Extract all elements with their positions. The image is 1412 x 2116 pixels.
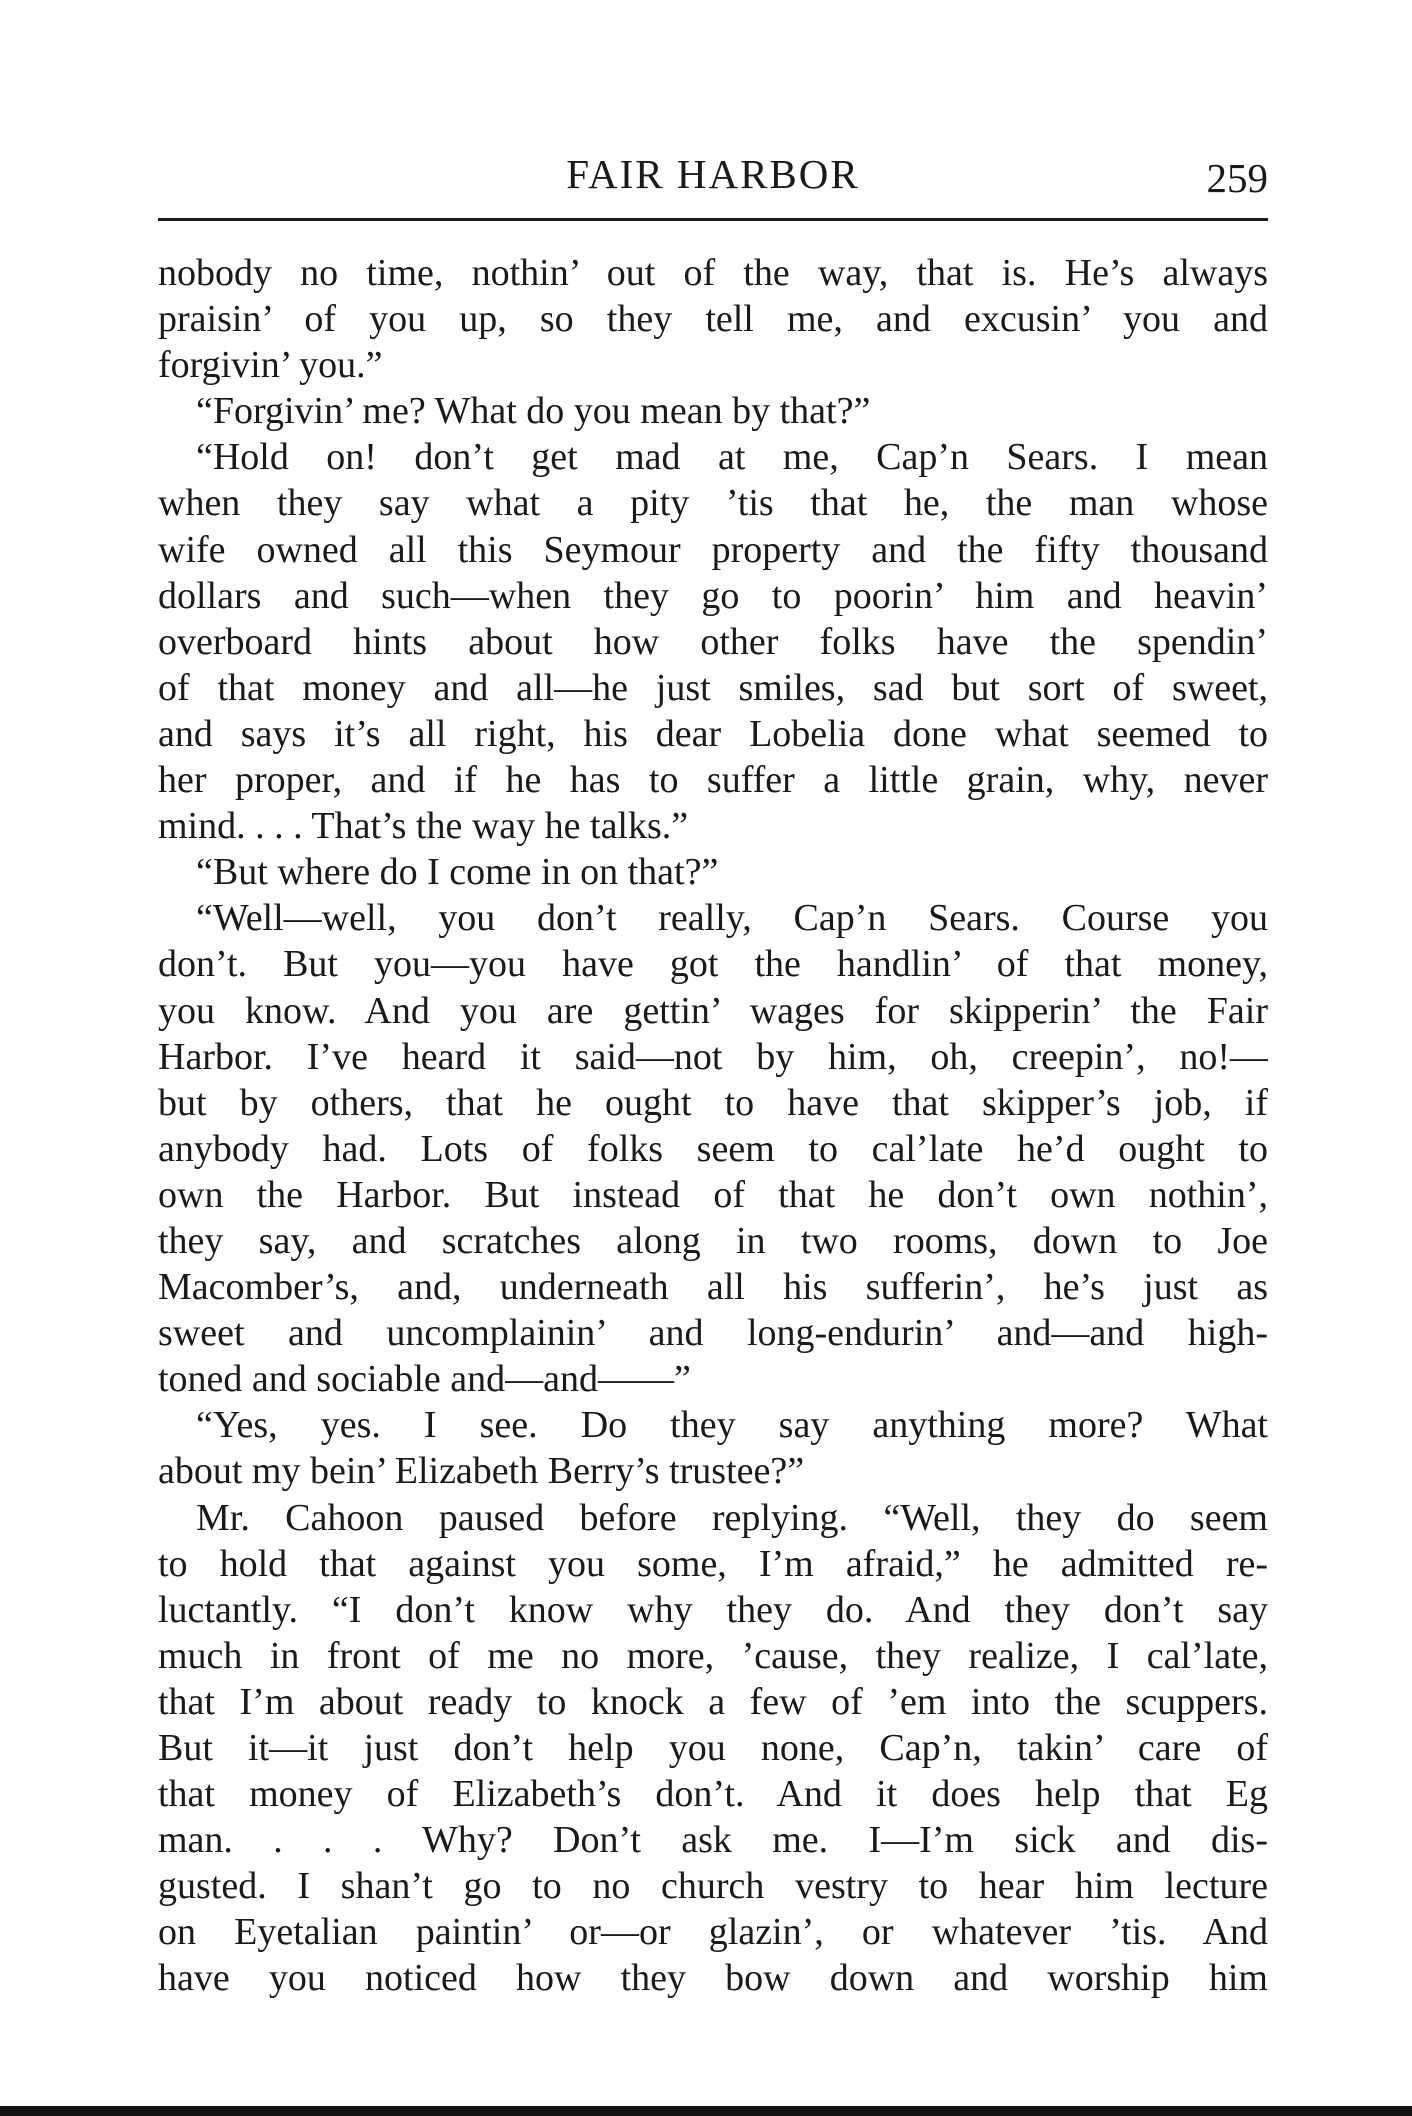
text-line: but by others, that he ought to have that skipper’s job, if [158, 1081, 1268, 1124]
text-line: toned and sociable and—and——” [158, 1358, 691, 1401]
text-line: you know. And you are gettin’ wages for skipperin’ the Fair [158, 989, 1268, 1032]
text-line: Mr. Cahoon paused before replying. “Well, they do seem [196, 1496, 1268, 1539]
text-line: of that money and all—he just smiles, sad but sort of sweet, [158, 666, 1268, 709]
text-line: Macomber’s, and, underneath all his sufferin’, he’s just as [158, 1266, 1268, 1309]
text-line: have you noticed how they bow down and worship him [158, 1957, 1268, 2000]
text-line: praisin’ of you up, so they tell me, and excusin’ you and [158, 298, 1268, 341]
text-line: luctantly. “I don’t know why they do. And they don’t say [158, 1588, 1268, 1631]
text-line: sweet and uncomplainin’ and long-endurin’ and—and high- [158, 1312, 1268, 1355]
text-line: “But where do I come in on that?” [196, 851, 719, 894]
text-line: anybody had. Lots of folks seem to cal’late he’d ought to [158, 1127, 1268, 1170]
text-line: nobody no time, nothin’ out of the way, that is. He’s always [158, 252, 1268, 294]
text-line: that I’m about ready to knock a few of ’em into the scuppers. [158, 1680, 1268, 1723]
text-line: her proper, and if he has to suffer a little grain, why, never [158, 759, 1268, 802]
text-line: “Forgivin’ me? What do you mean by that?” [196, 390, 871, 433]
text-line: But it—it just don’t help you none, Cap’n, takin’ care of [158, 1727, 1268, 1769]
text-line: and says it’s all right, his dear Lobelia done what seemed to [158, 712, 1268, 755]
header-rule [158, 218, 1268, 221]
text-line: “Well—well, you don’t really, Cap’n Sears. Course you [196, 897, 1268, 940]
text-line: gusted. I shan’t go to no church vestry to hear him lecture [158, 1865, 1268, 1908]
text-line: Harbor. I’ve heard it said—not by him, oh, creepin’, no!— [158, 1035, 1268, 1078]
text-line: mind. . . . That’s the way he talks.” [158, 805, 689, 848]
text-line: man. . . . Why? Don’t ask me. I—I’m sick and dis- [158, 1819, 1268, 1862]
text-line: “Yes, yes. I see. Do they say anything more? What [196, 1404, 1268, 1447]
text-line: forgivin’ you.” [158, 344, 383, 387]
text-line: that money of Elizabeth’s don’t. And it does help that Eg [158, 1773, 1268, 1816]
text-line: they say, and scratches along in two rooms, down to Joe [158, 1219, 1268, 1262]
text-line: when they say what a pity ’tis that he, the man whose [158, 482, 1268, 525]
body-text [158, 250, 1268, 2002]
text-line: dollars and such—when they go to poorin’ him and heavin’ [158, 574, 1268, 617]
text-line: own the Harbor. But instead of that he don’t own nothin’, [158, 1173, 1268, 1216]
text-line: don’t. But you—you have got the handlin’ of that money, [158, 943, 1268, 986]
page-header [158, 150, 1268, 206]
running-title: FAIR HARBOR [566, 151, 860, 197]
text-line: to hold that against you some, I’m afraid,” he admitted re- [158, 1542, 1268, 1585]
text-line: much in front of me no more, ’cause, they realize, I cal’late, [158, 1634, 1268, 1677]
page-bottom-edge [0, 2106, 1412, 2116]
text-line: wife owned all this Seymour property and the fifty thousand [158, 528, 1268, 571]
page-number: 259 [1206, 155, 1268, 201]
text-line: “Hold on! don’t get mad at me, Cap’n Sears. I mean [196, 436, 1268, 479]
text-line: about my bein’ Elizabeth Berry’s trustee?” [158, 1450, 805, 1493]
text-line: on Eyetalian paintin’ or—or glazin’, or whatever ’tis. And [158, 1911, 1268, 1954]
text-line: overboard hints about how other folks have the spendin’ [158, 620, 1268, 663]
